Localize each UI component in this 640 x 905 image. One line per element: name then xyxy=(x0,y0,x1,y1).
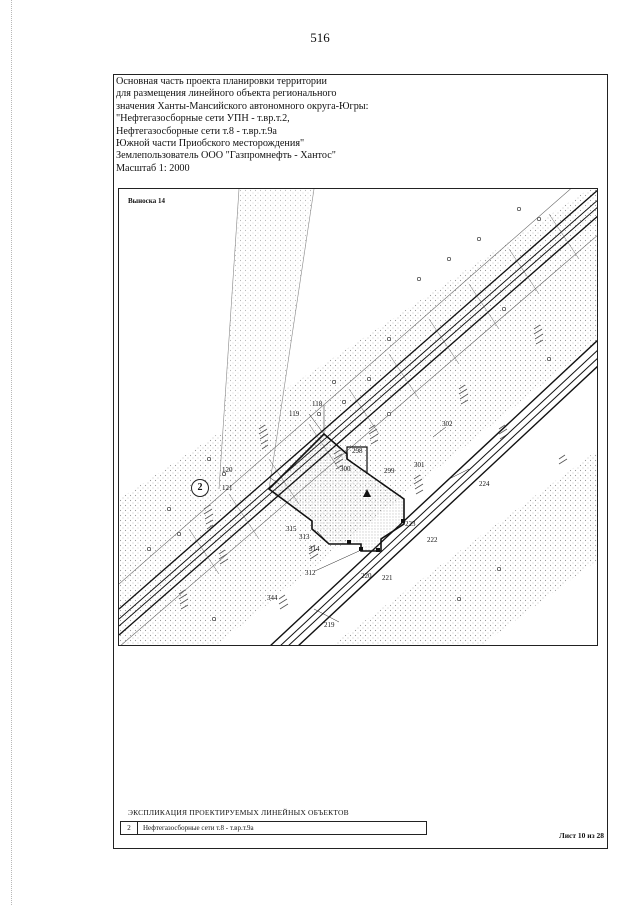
point-label: 222 xyxy=(427,536,438,544)
legend-table xyxy=(120,821,427,835)
point-label: 120 xyxy=(222,466,233,474)
point-label: 121 xyxy=(222,484,233,492)
scale-line: Масштаб 1: 2000 xyxy=(116,162,190,174)
point-label: 344 xyxy=(267,594,278,602)
point-label: 118 xyxy=(312,400,323,408)
point-label: 299 xyxy=(384,467,395,475)
map-drawing xyxy=(119,189,598,646)
point-label: 300 xyxy=(340,465,351,473)
page-number: 516 xyxy=(310,30,330,45)
point-label: 313 xyxy=(299,533,310,541)
point-label: 220 xyxy=(361,572,372,580)
legend-row-number: 2 xyxy=(121,822,138,834)
point-label: 314 xyxy=(309,545,320,553)
point-label: 223 xyxy=(405,520,416,528)
title-line: значения Ханты-Мансийского автономного округа-Югры: xyxy=(116,100,369,112)
title-line: "Нефтегазосборные сети УПН - т.вр.т.2, xyxy=(116,113,290,125)
object-number-marker: 2 xyxy=(191,479,209,497)
title-line: для размещения линейного объекта регионального xyxy=(116,88,337,100)
title-line: Южной части Приобского месторождения" xyxy=(116,138,305,150)
point-label: 119 xyxy=(289,410,300,418)
point-label: 219 xyxy=(324,621,335,629)
point-label: 224 xyxy=(479,480,490,488)
point-label: 315 xyxy=(286,525,297,533)
title-line: Нефтегазосборные сети т.8 - т.вр.т.9а xyxy=(116,125,277,137)
title-line: Землепользователь ООО "Газпромнефть - Хантос" xyxy=(116,150,336,162)
callout-label: Выноска 14 xyxy=(128,197,165,205)
legend-row-name: Нефтегазосборные сети т.8 - т.вр.т.9а xyxy=(143,824,254,832)
title-block xyxy=(116,76,446,175)
legend-title: ЭКСПЛИКАЦИЯ ПРОЕКТИРУЕМЫХ ЛИНЕЙНЫХ ОБЪЕКТОВ xyxy=(128,808,349,817)
title-line: Основная часть проекта планировки территории xyxy=(116,76,327,87)
scan-margin-line xyxy=(11,0,12,905)
point-label: 301 xyxy=(414,461,425,469)
point-label: 221 xyxy=(382,574,393,582)
point-label: 302 xyxy=(442,420,453,428)
point-label: 312 xyxy=(305,569,316,577)
point-label: 298 xyxy=(352,447,363,455)
map-callout-frame xyxy=(118,188,598,646)
sheet-number-label: Лист 10 из 28 xyxy=(559,831,604,840)
